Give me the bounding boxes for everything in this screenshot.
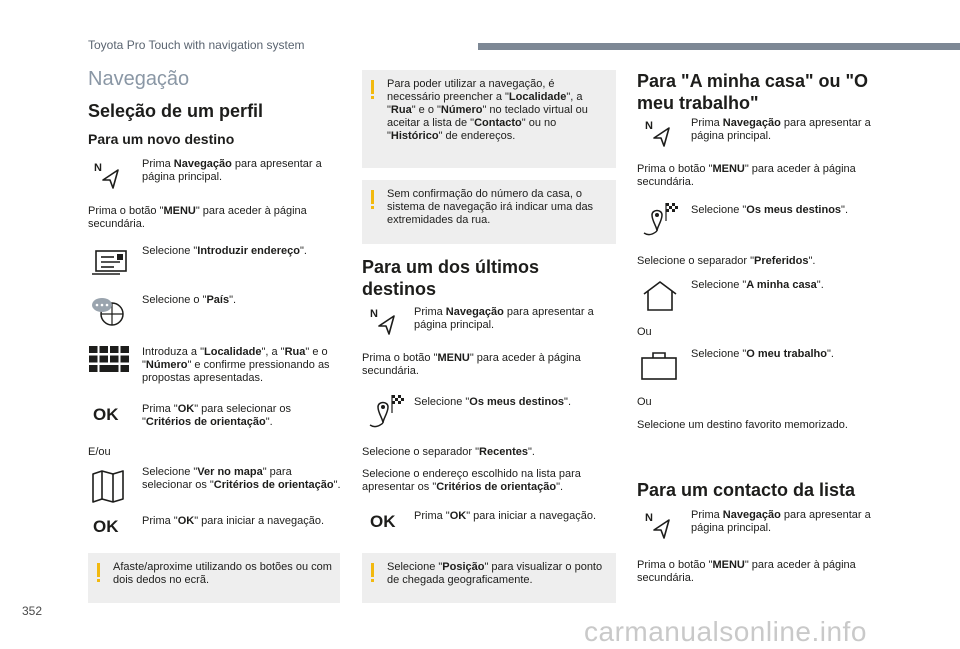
navigation-arrow-icon <box>369 306 399 336</box>
map-icon <box>91 469 125 503</box>
info-icon <box>97 563 100 577</box>
document-header: Toyota Pro Touch with navigation system <box>88 38 305 52</box>
paragraph: Selecione o separador "Preferidos". <box>637 255 816 267</box>
heading-home-work: Para "A minha casa" ou "O meu trabalho" <box>637 71 869 113</box>
home-icon <box>641 280 679 312</box>
step-text: Prima "OK" para selecionar os "Critérios de orientação". <box>142 403 292 428</box>
heading-new-destination: Para um novo destino <box>88 131 235 147</box>
navigation-arrow-icon <box>644 118 674 148</box>
paragraph: Prima o botão "MENU" para aceder à página secundária. <box>88 205 307 230</box>
svg-text:N: N <box>94 162 102 174</box>
svg-text:N: N <box>370 308 378 320</box>
or-label: E/ou <box>88 446 111 458</box>
step-text: Selecione "A minha casa". <box>691 279 824 291</box>
step-text: Selecione "Os meus destinos". <box>691 204 849 216</box>
navigation-arrow-icon <box>644 510 674 540</box>
page-number: 352 <box>22 604 43 618</box>
step-text: Prima Navegação para apresentar a página principal. <box>414 306 594 331</box>
address-input-icon <box>90 248 128 278</box>
step-text: Prima Navegação para apresentar a página principal. <box>142 158 322 183</box>
step-text: Selecione o "País". <box>142 294 237 306</box>
or-label: Ou <box>637 396 652 408</box>
section-title: Navegação <box>88 68 190 90</box>
info-icon <box>371 190 374 204</box>
ok-icon: OK <box>370 512 396 531</box>
ok-icon: OK <box>93 405 119 424</box>
step-text: Selecione "Introduzir endereço". <box>142 245 307 257</box>
step-text: Selecione "O meu trabalho". <box>691 348 834 360</box>
work-briefcase-icon <box>640 351 678 381</box>
step-text: Introduza a "Localidade", a "Rua" e o "Número" e confirme pressionando as propostas apresentadas. <box>142 346 330 384</box>
heading-profile: Seleção de um perfil <box>88 101 264 121</box>
or-label: Ou <box>637 326 652 338</box>
info-note: Afaste/aproxime utilizando os botões ou com dois dedos no ecrã. <box>88 553 340 603</box>
paragraph: Selecione um destino favorito memorizado. <box>637 419 848 431</box>
info-icon <box>371 563 374 577</box>
step-text: Selecione "Ver no mapa" para selecionar os "Critérios de orientação". <box>142 466 341 491</box>
step-text: Selecione "Os meus destinos". <box>414 396 572 408</box>
info-icon <box>371 80 374 94</box>
watermark: carmanualsonline.info <box>584 616 867 647</box>
paragraph: Selecione o separador "Recentes". <box>362 446 535 458</box>
navigation-arrow-icon <box>93 160 123 190</box>
svg-text:N: N <box>645 120 653 132</box>
paragraph: Prima o botão "MENU" para aceder à página secundária. <box>362 352 581 377</box>
header-bar <box>478 43 960 50</box>
favorite-destinations-icon <box>640 201 680 241</box>
step-text: Prima "OK" para iniciar a navegação. <box>142 515 325 527</box>
svg-text:N: N <box>645 512 653 524</box>
heading-last-destinations: Para um dos últimos destinos <box>362 257 540 299</box>
keyboard-icon <box>89 346 129 372</box>
paragraph: Selecione o endereço escolhido na lista para apresentar os "Critérios de orientação". <box>362 468 581 493</box>
info-note: Sem confirmação do número da casa, o sistema de navegação irá indicar uma das extremidades da rua. <box>362 180 616 244</box>
ok-icon: OK <box>93 517 119 536</box>
step-text: Prima "OK" para iniciar a navegação. <box>414 510 597 522</box>
info-note: Selecione "Posição" para visualizar o ponto de chegada geograficamente. <box>362 553 616 603</box>
step-text: Prima Navegação para apresentar a página principal. <box>691 117 871 142</box>
info-note: Para poder utilizar a navegação, é necessário preencher a "Localidade", a "Rua" e o "Número" no teclado virtual ou aceitar a lista de "Contacto" ou no "Histórico" de endereços. <box>362 70 616 168</box>
paragraph: Prima o botão "MENU" para aceder à página secundária. <box>637 559 856 584</box>
heading-contact: Para um contacto da lista <box>637 480 856 500</box>
favorite-destinations-icon <box>366 393 406 433</box>
step-text: Prima Navegação para apresentar a página principal. <box>691 509 871 534</box>
country-globe-icon <box>90 296 126 328</box>
paragraph: Prima o botão "MENU" para aceder à página secundária. <box>637 163 856 188</box>
